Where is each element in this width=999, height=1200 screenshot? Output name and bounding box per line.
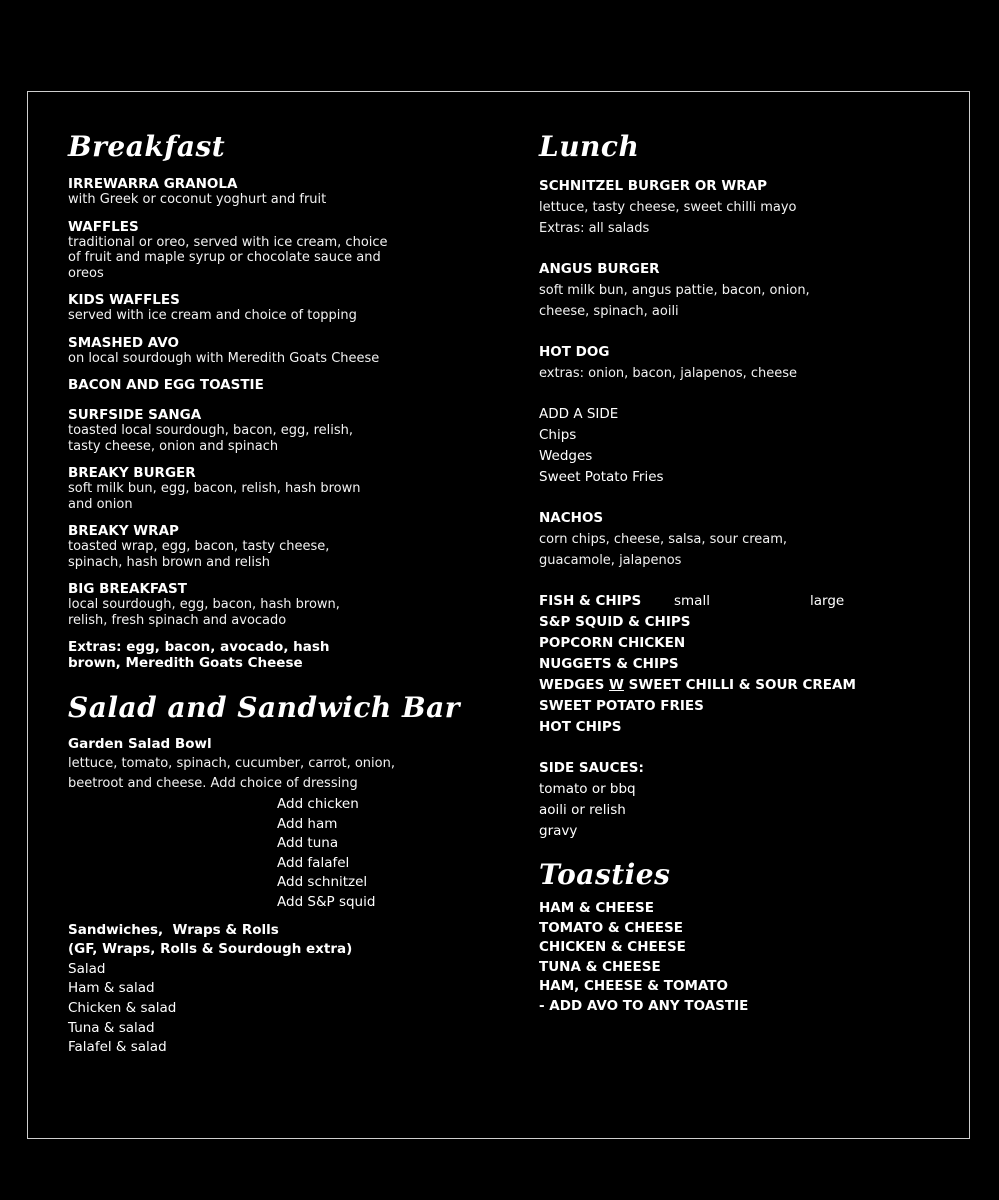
list-item: Tuna & salad	[68, 1019, 155, 1036]
list-item: TUNA & CHEESE	[539, 958, 661, 975]
toasties-heading: Toasties	[539, 858, 671, 891]
wedges-w: W	[609, 677, 624, 693]
salad-bar-heading: Salad and Sandwich Bar	[68, 691, 461, 724]
addon-item: Add falafel	[277, 854, 350, 871]
addon-item: Add S&P squid	[277, 893, 376, 910]
wedges-post: SWEET CHILLI & SOUR CREAM	[623, 677, 856, 693]
list-item: Chicken & salad	[68, 999, 177, 1016]
list-item: TOMATO & CHEESE	[539, 919, 683, 936]
item-desc: lettuce, tomato, spinach, cucumber, carrot, onion, beetroot and cheese. Add choice of dressing	[68, 756, 395, 791]
menu-item	[539, 259, 829, 322]
list-item: HAM, CHEESE & TOMATO	[539, 978, 728, 994]
menu-item	[68, 523, 353, 570]
list-item: NUGGETS & CHIPS	[539, 656, 679, 672]
sauces-section	[539, 758, 939, 842]
list-item: Wedges	[539, 448, 593, 464]
list-item: Falafel & salad	[68, 1039, 167, 1056]
item-name: ANGUS BURGER	[539, 261, 660, 277]
list-item: - ADD AVO TO ANY TOASTIE	[539, 997, 749, 1014]
size-small-label: small	[674, 593, 710, 609]
extras-note	[68, 639, 368, 671]
menu-item	[68, 465, 378, 512]
list-item	[539, 675, 939, 696]
right-column	[539, 128, 939, 1016]
wedges-pre: WEDGES	[539, 677, 610, 693]
list-item: Chips	[539, 427, 577, 443]
item-desc: traditional or oreo, served with ice cream, choice of fruit and maple syrup or chocolate sauce and oreos	[68, 234, 388, 281]
menu-item	[539, 176, 939, 239]
item-desc: toasted wrap, egg, bacon, tasty cheese, spinach, hash brown and relish	[68, 539, 330, 570]
item-desc: soft milk bun, egg, bacon, relish, hash brown and onion	[68, 481, 361, 512]
item-name: SURFSIDE SANGA	[68, 407, 202, 423]
menu-item	[68, 176, 508, 208]
item-extra: Extras: all salads	[539, 221, 650, 236]
item-name: KIDS WAFFLES	[68, 292, 180, 308]
item-desc: on local sourdough with Meredith Goats Cheese	[68, 350, 380, 366]
item-name: FISH & CHIPS	[539, 593, 642, 609]
list-item: HAM & CHEESE	[539, 900, 654, 916]
list-item: HOT CHIPS	[539, 719, 622, 735]
size-large-label: large	[810, 593, 845, 609]
item-name: BACON AND EGG TOASTIE	[68, 377, 264, 393]
item-desc: with Greek or coconut yoghurt and fruit	[68, 192, 327, 207]
item-name: BREAKY WRAP	[68, 523, 179, 539]
menu-item	[539, 342, 939, 384]
list-item: CHICKEN & CHEESE	[539, 939, 686, 955]
item-desc: soft milk bun, angus pattie, bacon, onion, cheese, spinach, aoili	[539, 283, 810, 319]
menu-item	[68, 407, 368, 454]
lunch-heading: Lunch	[539, 130, 640, 163]
list-item: tomato or bbq	[539, 781, 636, 797]
item-desc: toasted local sourdough, bacon, egg, relish, tasty cheese, onion and spinach	[68, 423, 353, 454]
list-item: gravy	[539, 823, 578, 839]
sauces-heading: SIDE SAUCES:	[539, 760, 644, 776]
list-item: Sweet Potato Fries	[539, 469, 664, 485]
sandwich-heading: Sandwiches, Wraps & Rolls	[68, 921, 279, 938]
item-name: Garden Salad Bowl	[68, 736, 212, 752]
list-item: aoili or relish	[539, 802, 626, 818]
item-name: Extras: egg, bacon, avocado, hash brown, Meredith Goats Cheese	[68, 639, 330, 671]
item-desc: local sourdough, egg, bacon, hash brown, relish, fresh spinach and avocado	[68, 597, 340, 628]
menu-item	[539, 508, 799, 571]
list-item: POPCORN CHICKEN	[539, 635, 686, 651]
addon-item: Add ham	[277, 815, 338, 832]
breakfast-heading: Breakfast	[68, 130, 226, 163]
menu-item	[68, 292, 508, 324]
item-name: SCHNITZEL BURGER OR WRAP	[539, 178, 768, 194]
menu-item	[68, 219, 398, 282]
left-column	[68, 128, 508, 1058]
sides-heading: ADD A SIDE	[539, 406, 619, 422]
addon-item: Add schnitzel	[277, 874, 368, 891]
salad-addons	[277, 795, 508, 913]
list-item: Salad	[68, 960, 106, 977]
item-name: WAFFLES	[68, 218, 139, 235]
menu-item	[68, 581, 358, 628]
sandwiches-section	[68, 921, 508, 1058]
list-item: Ham & salad	[68, 980, 155, 997]
toasties-list	[539, 899, 939, 1016]
item-name: NACHOS	[539, 510, 604, 526]
list-item: SWEET POTATO FRIES	[539, 698, 704, 714]
garden-salad	[68, 735, 408, 793]
item-name: IRREWARRA GRANOLA	[68, 176, 238, 192]
item-desc: lettuce, tasty cheese, sweet chilli mayo	[539, 200, 797, 215]
list-item: S&P SQUID & CHIPS	[539, 614, 691, 630]
sides-section	[539, 404, 939, 488]
item-name: SMASHED AVO	[68, 334, 179, 351]
hot-food-section	[539, 591, 939, 738]
menu-item	[68, 335, 508, 367]
menu-item	[68, 377, 508, 393]
item-name: HOT DOG	[539, 344, 610, 360]
addon-item: Add tuna	[277, 835, 339, 852]
item-desc: served with ice cream and choice of topping	[68, 308, 357, 323]
item-name: BREAKY BURGER	[68, 465, 196, 481]
sandwich-note: (GF, Wraps, Rolls & Sourdough extra)	[68, 941, 353, 958]
fish-chips-row	[539, 591, 939, 612]
item-desc: extras: onion, bacon, jalapenos, cheese	[539, 366, 798, 381]
item-desc: corn chips, cheese, salsa, sour cream, guacamole, jalapenos	[539, 532, 788, 568]
item-name: BIG BREAKFAST	[68, 581, 187, 597]
addon-item: Add chicken	[277, 796, 359, 812]
